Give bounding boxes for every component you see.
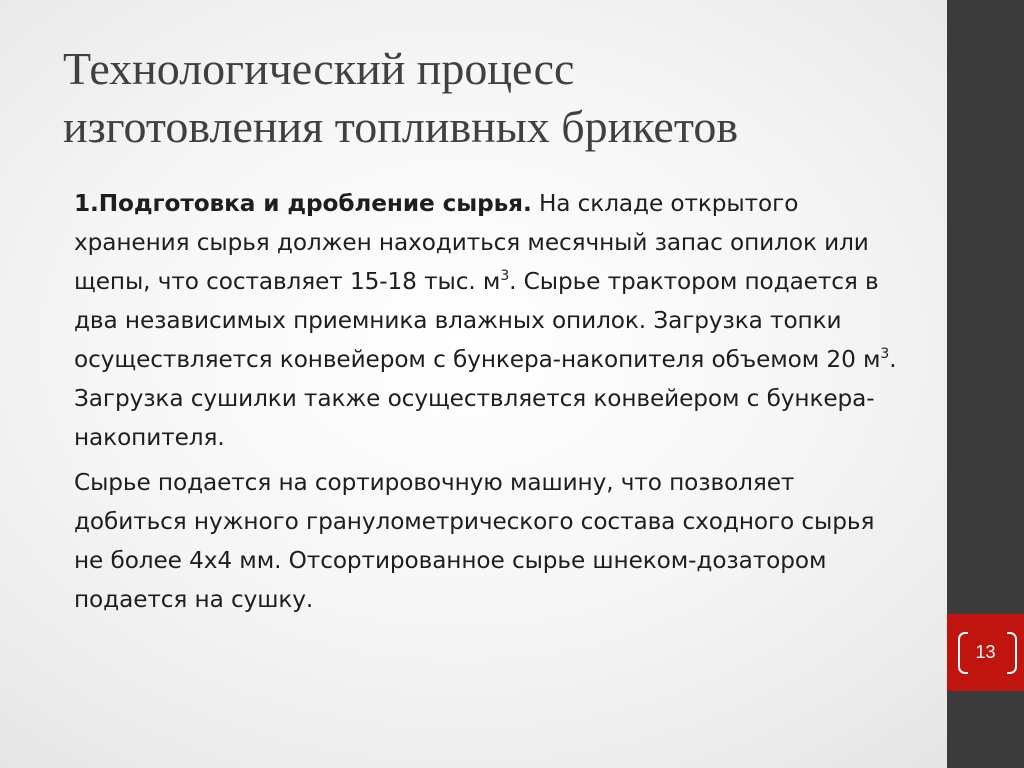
paragraph-2: Сырье подается на сортировочную машину, что позволяет добиться нужного гранулометрического состава сходного сырья не более 4х4 мм. Отсортированное сырье шнеком-дозатором подается на сушку. — [74, 469, 875, 613]
slide-body — [74, 184, 904, 625]
paragraph-1-text-part-1: На складе открытого хранения сырья должен находиться месячный запас опилок или щепы, что составляет 15-18 тыс. м — [74, 190, 869, 295]
superscript-cubic-1: 3 — [500, 268, 510, 284]
slide-title-line-2: изготовления топливных брикетов — [63, 101, 739, 152]
page-number: 13 — [975, 642, 996, 662]
page-number-badge — [947, 614, 1024, 691]
slide-title — [63, 40, 923, 156]
superscript-cubic-2: 3 — [880, 346, 890, 362]
bracket-right-icon — [1007, 632, 1017, 674]
paragraph-1-text-part-2: . Сырье трактором подается в два независимых приемника влажных опилок. Загрузка топки осуществляется конвейером с бункера-накопителя объемом 20 м — [74, 268, 881, 373]
slide-title-line-1: Технологический процесс — [63, 43, 575, 94]
paragraph-1-bold-lead: 1.Подготовка и дробление сырья. — [74, 190, 532, 217]
paragraph-1-text-part-3: . Загрузка сушилки также осуществляется конвейером с бункера-накопителя. — [74, 346, 897, 451]
paragraph-1 — [74, 184, 904, 457]
